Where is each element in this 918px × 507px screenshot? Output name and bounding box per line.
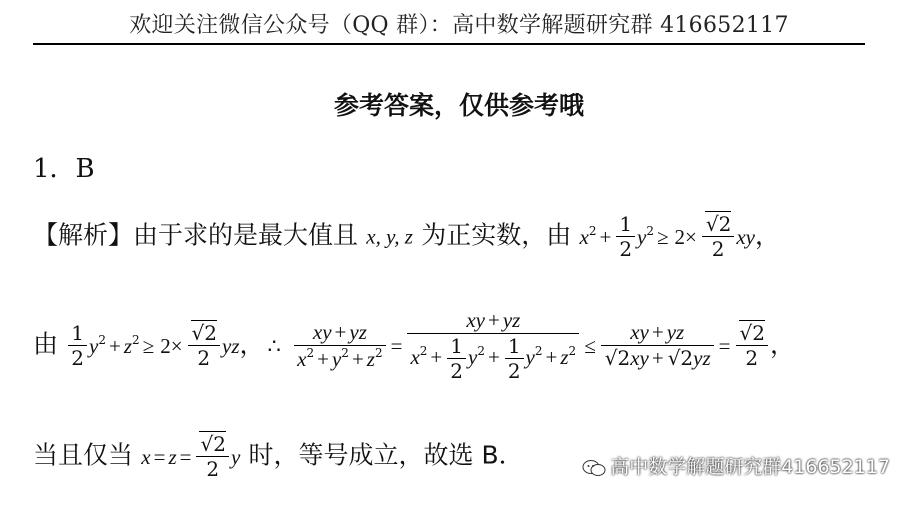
inequality-2: $\frac{1}{2}$ $y^2 + z^2 \ge 2\times$ $\frac{√2}{2}$ yz， ∴ [66,330,292,360]
watermark [582,452,890,479]
inequality-1: $x^2$ + $\frac{1}{2}$ $y^2 \ge 2\times$ $\frac{√2}{2}$ xy， [579,212,781,261]
page-title: 参考答案，仅供参考哦 [333,91,584,120]
equality-condition: x = z = $\frac{√2}{2}$ y [141,432,241,481]
variables-xyz: x, y, z [366,224,413,249]
analysis-text-4: 当且仅当 [33,440,134,470]
analysis-line-2 [33,308,795,383]
wechat-icon [582,459,606,477]
header-rule [33,43,865,45]
question-number: 1．B [33,154,95,184]
analysis-text-5: 时，等号成立，故选 B． [248,440,524,470]
analysis-text-2: 为正实数，由 [421,220,572,250]
header-text: 欢迎关注微信公众号（QQ 群）：高中数学解题研究群 416652117 [129,13,789,38]
analysis-line-3 [33,432,524,481]
analysis-label: 【解析】 [33,220,134,250]
watermark-text: 高中数学解题研究群416652117 [610,456,890,478]
analysis-text-1: 由于求的是最大值且 [133,220,359,250]
analysis-text-3: 由 [33,329,59,359]
analysis-line-1 [33,212,780,261]
ratio-chain: $\frac{xy + yz}{x^2 + y^2 + z^2}$ = xy + yz $x^2$ + $\frac{1}{2}$ $y^2$ + $\frac{1}{2}$ $y^2 + z^2$ ≤ $\frac{xy + yz}{√2xy + √2yz}$ = $\frac{√2}{2}$ ， [292,330,795,360]
